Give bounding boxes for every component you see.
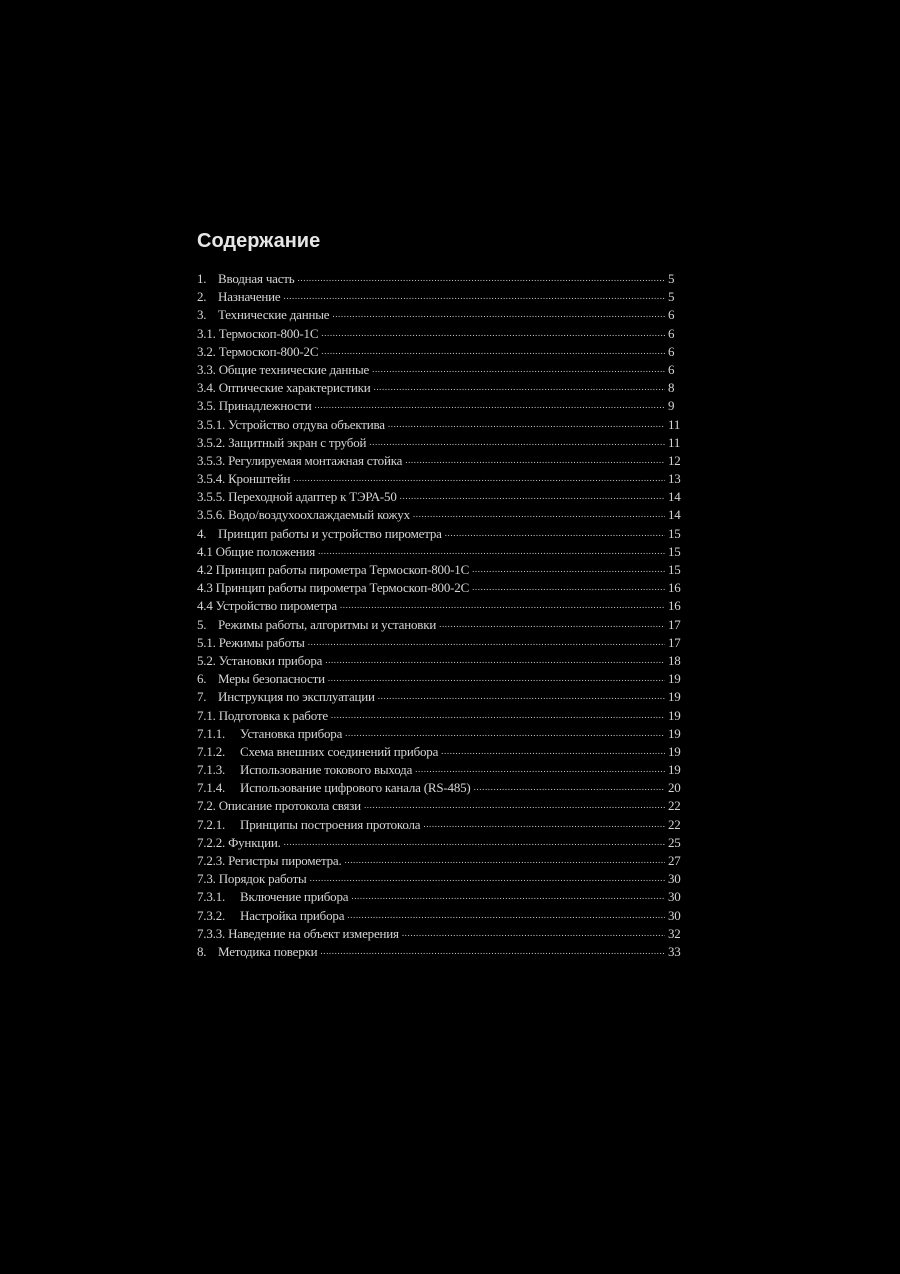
- toc-entry-page-number: 32: [668, 925, 681, 941]
- toc-entry-title: Принцип работы пирометра Термоскоп-800-1С: [215, 562, 470, 577]
- toc-entry-title: Меры безопасности: [218, 671, 325, 687]
- toc-entry-number: 7.3.2.: [197, 907, 226, 923]
- toc-leader-dots: [347, 906, 665, 924]
- toc-entry-page-number: 17: [668, 634, 681, 650]
- toc-leader-dots: [372, 360, 665, 378]
- toc-leader-dots: [310, 869, 665, 887]
- toc-entry-title: Регулируемая монтажная стойка: [228, 452, 403, 468]
- toc-entry-page-number: 19: [668, 671, 681, 687]
- toc-leader-dots: [284, 287, 666, 305]
- toc-entry[interactable]: [197, 579, 683, 597]
- toc-entry[interactable]: [197, 852, 683, 870]
- toc-entry-number: 3.5.: [197, 398, 216, 414]
- toc-entry-number: 3.3.: [197, 361, 216, 377]
- toc-entry-number: 7.1.2.: [197, 743, 226, 759]
- toc-leader-dots: [472, 560, 665, 578]
- toc-entry-number: 7.3.3.: [197, 925, 226, 941]
- page-title: Содержание: [197, 230, 321, 252]
- toc-leader-dots: [400, 487, 665, 505]
- toc-entry-page-number: 13: [668, 471, 681, 487]
- toc-entry[interactable]: [197, 543, 683, 561]
- toc-entry[interactable]: [197, 397, 683, 415]
- toc-entry-number: 4.3: [197, 580, 213, 596]
- toc-leader-dots: [364, 796, 665, 814]
- toc-entry-page-number: 30: [668, 907, 681, 923]
- toc-entry-number: 3.2.: [197, 343, 216, 359]
- toc-entry[interactable]: [197, 561, 683, 579]
- toc-entry-number: 4.1: [197, 543, 213, 559]
- toc-entry[interactable]: [197, 361, 683, 379]
- toc-entry-page-number: 14: [668, 507, 681, 523]
- toc-entry[interactable]: [197, 797, 683, 815]
- toc-leader-dots: [325, 651, 665, 669]
- toc-entry-number: 5.: [197, 616, 207, 632]
- table-of-contents: [197, 226, 683, 961]
- toc-entry[interactable]: [197, 652, 683, 670]
- toc-entry-number: 7.1.1.: [197, 725, 226, 741]
- toc-entry-number: 7.1.: [197, 707, 216, 723]
- toc-entry-title: Схема внешних соединений прибора: [240, 743, 439, 759]
- toc-entry-page-number: 30: [668, 889, 681, 905]
- toc-leader-dots: [378, 687, 665, 705]
- toc-leader-dots: [405, 451, 665, 469]
- toc-entry-title: Вводная часть: [218, 271, 295, 286]
- toc-entry-title: Регистры пирометра.: [228, 853, 342, 868]
- toc-entry-number: 7.1.3.: [197, 762, 226, 778]
- toc-entry[interactable]: [197, 306, 683, 324]
- toc-entry-title: Принцип работы и устройство пирометра: [218, 525, 442, 541]
- toc-entry-title: Настройка прибора: [240, 907, 345, 923]
- toc-entry-page-number: 22: [668, 798, 681, 814]
- toc-entry-page-number: 15: [668, 543, 681, 559]
- toc-entry-title: Описание протокола связи: [218, 798, 361, 814]
- toc-entry[interactable]: [197, 725, 683, 743]
- toc-entry-number: 8.: [197, 943, 207, 959]
- toc-entry-page-number: 27: [668, 853, 681, 868]
- toc-entry-title: Устройство отдува объектива: [228, 416, 385, 432]
- toc-entry-title: Термоскоп-800-2С: [218, 343, 319, 359]
- toc-leader-dots: [284, 833, 665, 851]
- toc-entry-page-number: 11: [668, 416, 681, 432]
- toc-entry-page-number: 19: [668, 707, 681, 723]
- toc-entry-title: Защитный экран с трубой: [228, 434, 367, 450]
- toc-entry[interactable]: [197, 325, 683, 343]
- toc-leader-dots: [345, 851, 666, 869]
- toc-entry[interactable]: [197, 634, 683, 652]
- toc-leader-dots: [320, 942, 665, 960]
- toc-entry-page-number: 14: [668, 489, 681, 505]
- toc-entry-number: 1.: [197, 271, 207, 286]
- toc-entry-page-number: 19: [668, 725, 681, 741]
- toc-entry-title: Общие положения: [215, 543, 316, 559]
- toc-entry-page-number: 19: [668, 762, 681, 778]
- toc-entry-page-number: 9: [668, 398, 675, 414]
- toc-entry-page-number: 30: [668, 871, 681, 887]
- toc-leader-dots: [321, 324, 665, 342]
- toc-entry[interactable]: [197, 779, 683, 797]
- toc-leader-dots: [413, 505, 665, 523]
- toc-entry[interactable]: [197, 816, 683, 834]
- toc-entry-number: 6.: [197, 671, 207, 687]
- toc-entry-number: 3.4.: [197, 380, 216, 396]
- toc-entry-number: 7.3.1.: [197, 889, 226, 905]
- toc-list: [197, 270, 683, 961]
- toc-leader-dots: [331, 706, 665, 724]
- toc-entry-number: 3.1.: [197, 325, 216, 341]
- toc-entry-page-number: 6: [668, 307, 675, 323]
- toc-entry-page-number: 5: [668, 289, 675, 305]
- toc-entry-title: Методика поверки: [218, 943, 318, 959]
- toc-entry-page-number: 6: [668, 361, 675, 377]
- toc-entry[interactable]: [197, 416, 683, 434]
- toc-entry[interactable]: [197, 888, 683, 906]
- toc-entry-title: Наведение на объект измерения: [228, 925, 399, 941]
- toc-leader-dots: [321, 342, 665, 360]
- toc-leader-dots: [308, 633, 665, 651]
- toc-entry[interactable]: [197, 288, 683, 306]
- toc-entry-page-number: 20: [668, 780, 681, 796]
- toc-entry[interactable]: [197, 506, 683, 524]
- toc-entry-page-number: 19: [668, 689, 681, 705]
- toc-entry[interactable]: [197, 834, 683, 852]
- toc-leader-dots: [293, 469, 665, 487]
- toc-entry-page-number: 22: [668, 816, 681, 832]
- toc-entry[interactable]: [197, 343, 683, 361]
- toc-entry-number: 3.: [197, 307, 207, 323]
- toc-entry[interactable]: [197, 452, 683, 470]
- toc-entry-page-number: 11: [668, 434, 681, 450]
- toc-entry-title: Использование токового выхода: [240, 762, 413, 778]
- toc-entry-page-number: 17: [668, 616, 681, 632]
- toc-entry-page-number: 6: [668, 325, 675, 341]
- toc-entry-number: 3.5.3.: [197, 452, 226, 468]
- toc-entry-page-number: 8: [668, 380, 675, 396]
- toc-entry[interactable]: [197, 488, 683, 506]
- toc-entry-page-number: 12: [668, 452, 681, 468]
- toc-leader-dots: [373, 378, 665, 396]
- toc-entry[interactable]: [197, 379, 683, 397]
- toc-entry-title: Устройство пирометра: [215, 598, 337, 614]
- toc-entry-page-number: 15: [668, 562, 681, 577]
- toc-entry-number: 7.2.1.: [197, 816, 226, 832]
- toc-entry-page-number: 19: [668, 743, 681, 759]
- toc-entry-title: Функции.: [228, 834, 281, 850]
- toc-entry-number: 7.2.2.: [197, 834, 226, 850]
- toc-entry-number: 7.2.3.: [197, 853, 226, 868]
- toc-entry-number: 4.: [197, 525, 207, 541]
- toc-leader-dots: [423, 815, 665, 833]
- toc-entry[interactable]: [197, 670, 683, 688]
- toc-entry-number: 2.: [197, 289, 207, 305]
- toc-entry-title: Оптические характеристики: [218, 380, 371, 396]
- toc-entry-number: 3.5.6.: [197, 507, 226, 523]
- toc-entry-title: Инструкция по эксплуатации: [218, 689, 375, 705]
- toc-entry-page-number: 16: [668, 580, 681, 596]
- toc-entry-title: Принцип работы пирометра Термоскоп-800-2С: [215, 580, 470, 596]
- toc-leader-dots: [402, 924, 665, 942]
- toc-entry[interactable]: [197, 943, 683, 961]
- toc-entry-title: Принципы построения протокола: [240, 816, 421, 832]
- toc-entry-title: Технические данные: [218, 307, 330, 323]
- toc-entry-title: Принадлежности: [218, 398, 312, 414]
- toc-entry-page-number: 33: [668, 943, 681, 959]
- toc-leader-dots: [388, 415, 665, 433]
- toc-entry-number: 5.1.: [197, 634, 216, 650]
- toc-entry-number: 7.1.4.: [197, 780, 226, 796]
- toc-entry-title: Использование цифрового канала (RS-485): [240, 780, 471, 796]
- toc-entry[interactable]: [197, 470, 683, 488]
- toc-entry-title: Порядок работы: [218, 871, 307, 887]
- toc-entry[interactable]: [197, 707, 683, 725]
- toc-entry-title: Термоскоп-800-1С: [218, 325, 319, 341]
- toc-entry[interactable]: [197, 907, 683, 925]
- toc-entry-page-number: 25: [668, 834, 681, 850]
- toc-leader-dots: [441, 742, 665, 760]
- toc-leader-dots: [445, 524, 665, 542]
- toc-entry-number: 3.5.5.: [197, 489, 226, 505]
- toc-leader-dots: [332, 305, 665, 323]
- toc-leader-dots: [328, 669, 665, 687]
- toc-entry[interactable]: [197, 434, 683, 452]
- toc-entry-page-number: 6: [668, 343, 675, 359]
- toc-entry-title: Переходной адаптер к ТЭРА-50: [228, 489, 397, 505]
- toc-leader-dots: [351, 887, 665, 905]
- toc-entry[interactable]: [197, 870, 683, 888]
- toc-entry-number: 4.4: [197, 598, 213, 614]
- toc-entry-number: 3.5.2.: [197, 434, 226, 450]
- toc-entry-page-number: 15: [668, 525, 681, 541]
- toc-leader-dots: [474, 778, 665, 796]
- toc-leader-dots: [415, 760, 665, 778]
- toc-leader-dots: [472, 578, 665, 596]
- toc-entry[interactable]: [197, 525, 683, 543]
- toc-entry-title: Назначение: [218, 289, 281, 305]
- toc-leader-dots: [318, 542, 665, 560]
- toc-entry-number: 7.: [197, 689, 207, 705]
- toc-entry-title: Подготовка к работе: [218, 707, 328, 723]
- toc-entry-number: 5.2.: [197, 652, 216, 668]
- toc-leader-dots: [298, 269, 665, 287]
- toc-entry[interactable]: [197, 743, 683, 761]
- toc-entry[interactable]: [197, 761, 683, 779]
- toc-entry-title: Режимы работы: [218, 634, 305, 650]
- toc-entry[interactable]: [197, 925, 683, 943]
- toc-leader-dots: [439, 615, 665, 633]
- toc-entry[interactable]: [197, 688, 683, 706]
- toc-entry-number: 3.5.4.: [197, 471, 226, 487]
- toc-entry-title: Установки прибора: [218, 652, 323, 668]
- toc-entry-page-number: 18: [668, 652, 681, 668]
- toc-entry-title: Установка прибора: [240, 725, 343, 741]
- toc-entry-page-number: 16: [668, 598, 681, 614]
- toc-leader-dots: [340, 596, 665, 614]
- toc-leader-dots: [315, 396, 665, 414]
- toc-entry-title: Кронштейн: [228, 471, 291, 487]
- toc-entry-number: 7.2.: [197, 798, 216, 814]
- toc-entry-number: 3.5.1.: [197, 416, 226, 432]
- toc-entry-title: Включение прибора: [240, 889, 349, 905]
- toc-entry[interactable]: [197, 270, 683, 288]
- toc-entry[interactable]: [197, 597, 683, 615]
- toc-entry-number: 4.2: [197, 562, 213, 577]
- toc-entry-number: 7.3.: [197, 871, 216, 887]
- toc-entry-title: Водо/воздухоохлаждаемый кожух: [228, 507, 410, 523]
- toc-entry-title: Общие технические данные: [218, 361, 370, 377]
- toc-leader-dots: [345, 724, 665, 742]
- toc-entry[interactable]: [197, 616, 683, 634]
- toc-entry-title: Режимы работы, алгоритмы и установки: [218, 616, 437, 632]
- toc-leader-dots: [369, 433, 665, 451]
- toc-entry-page-number: 5: [668, 271, 675, 286]
